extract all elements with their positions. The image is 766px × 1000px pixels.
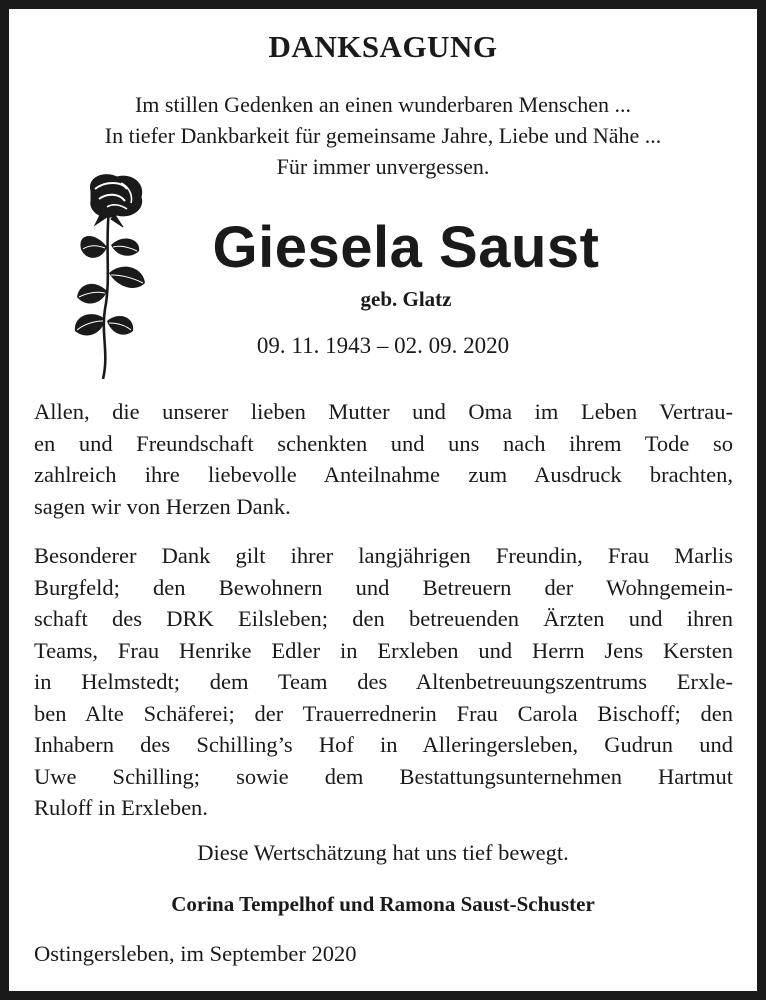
verse-line: In tiefer Dankbarkeit für gemeinsame Jahre, Liebe und Nähe ... — [104, 123, 662, 148]
paragraph-line: Inhabern des Schilling’s Hof in Alleringersleben, Gudrun und — [34, 732, 733, 757]
verse-line: Im stillen Gedenken an einen wunderbaren Menschen ... — [134, 92, 632, 117]
paragraph-line: Teams, Frau Henrike Edler in Erxleben und Herrn Jens Kersten — [34, 637, 733, 663]
signers: Corina Tempelhof und Ramona Saust-Schuster — [171, 892, 595, 916]
paragraph-line: Uwe Schilling; sowie dem Bestattungsunternehmen Hartmut — [34, 763, 733, 789]
paragraph-line: Besonderer Dank gilt ihrer langjährigen Freundin, Frau Marlis — [34, 543, 733, 568]
paragraph-line: en und Freundschaft schenkten und uns nach ihrem Tode so — [34, 430, 733, 456]
notice-heading: DANKSAGUNG — [268, 29, 498, 64]
deceased-name: Giesela Saust — [212, 215, 600, 280]
special-thanks-paragraph — [34, 540, 733, 824]
verse-line: Für immer unvergessen. — [276, 154, 490, 179]
maiden-name: geb. Glatz — [360, 287, 452, 311]
paragraph-line: Burgfeld; den Bewohnern und Betreuern der Wohngemein- — [34, 574, 733, 600]
paragraph-line: Ruloff in Erxleben. — [34, 795, 208, 820]
paragraph-line: zahlreich ihre liebevolle Anteilnahme zum Ausdruck brachten, — [34, 462, 733, 487]
paragraph-line: in Helmstedt; dem Team des Altenbetreuungszentrums Erxle- — [34, 669, 733, 694]
appreciation-line: Diese Wertschätzung hat uns tief bewegt. — [197, 840, 569, 865]
paragraph-line: sagen wir von Herzen Dank. — [34, 493, 291, 519]
thanks-paragraph — [34, 396, 733, 522]
paragraph-line: Allen, die unserer lieben Mutter und Oma im Leben Vertrau- — [34, 399, 733, 424]
place-and-date: Ostingersleben, im September 2020 — [34, 941, 357, 966]
paragraph-line: schaft des DRK Eilsleben; den betreuenden Ärzten und ihren — [34, 606, 733, 631]
paragraph-line: ben Alte Schäferei; der Trauerrednerin Frau Carola Bischoff; den — [34, 700, 733, 726]
life-dates: 09. 11. 1943 – 02. 09. 2020 — [256, 333, 510, 358]
